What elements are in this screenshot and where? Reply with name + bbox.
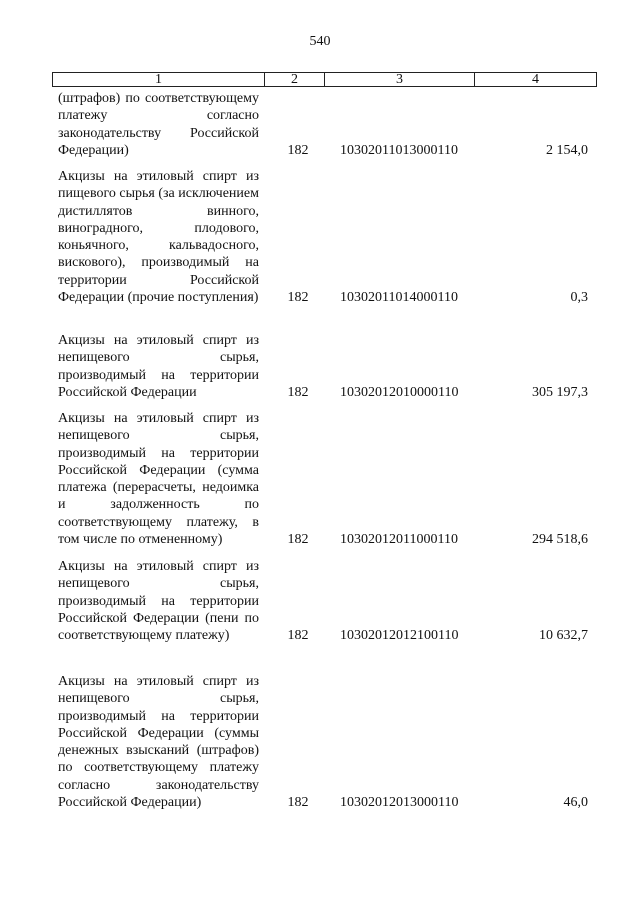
row-budget-code: 10302012013000110	[340, 795, 459, 811]
page-number: 540	[309, 34, 331, 49]
row-description: (штрафов) по соответствующему платежу согласно законодательству Российской Федерации)	[58, 91, 259, 158]
row-amount: 46,0	[563, 795, 588, 811]
row-amount: 2 154,0	[546, 142, 588, 158]
row-budget-code: 10302011013000110	[340, 142, 458, 158]
row-amount: 0,3	[570, 290, 588, 306]
row-admin-code: 182	[287, 628, 309, 644]
row-admin-code: 182	[287, 290, 309, 306]
table-row	[58, 410, 598, 548]
table-row	[58, 90, 598, 159]
row-budget-code: 10302012010000110	[340, 384, 459, 400]
row-amount: 294 518,6	[532, 532, 588, 548]
row-budget-code: 10302012012100110	[340, 628, 459, 644]
table-row	[58, 168, 598, 306]
header-col-4: 4	[532, 72, 539, 87]
table-row	[58, 332, 598, 401]
row-description: Акцизы на этиловый спирт из пищевого сырья (за исключением дистиллятов винного, виноградного, плодового, коньячного, кальвадосного, вискового), производимый на территории Российской Федерации (прочие поступления)	[58, 169, 259, 306]
table-header	[52, 72, 597, 87]
row-admin-code: 182	[287, 532, 309, 548]
table-row	[58, 673, 598, 811]
header-col-2: 2	[265, 73, 325, 86]
row-amount: 10 632,7	[539, 628, 588, 644]
row-description: Акцизы на этиловый спирт из непищевого сырья, производимый на территории Российской Федерации (сумма платежа (перерасчеты, недоимка и задолженность по соответствующему платежу, в том числе по отмененному)	[58, 411, 259, 548]
row-admin-code: 182	[287, 795, 309, 811]
row-description: Акцизы на этиловый спирт из непищевого сырья, производимый на территории Российской Федерации (суммы денежных взысканий (штрафов) по соответствующему платежу согласно законодательству Российской Федерации)	[58, 674, 259, 811]
header-col-3: 3	[325, 73, 475, 86]
row-description: Акцизы на этиловый спирт из непищевого сырья, производимый на территории Российской Федерации (пени по соответствующему платежу)	[58, 559, 259, 644]
row-budget-code: 10302012011000110	[340, 532, 458, 548]
row-admin-code: 182	[287, 142, 309, 158]
row-budget-code: 10302011014000110	[340, 290, 458, 306]
row-amount: 305 197,3	[532, 384, 588, 400]
row-description: Акцизы на этиловый спирт из непищевого сырья, производимый на территории Российской Федерации	[58, 333, 259, 400]
row-admin-code: 182	[287, 384, 309, 400]
table-row	[58, 558, 598, 644]
header-col-1: 1	[53, 73, 265, 86]
